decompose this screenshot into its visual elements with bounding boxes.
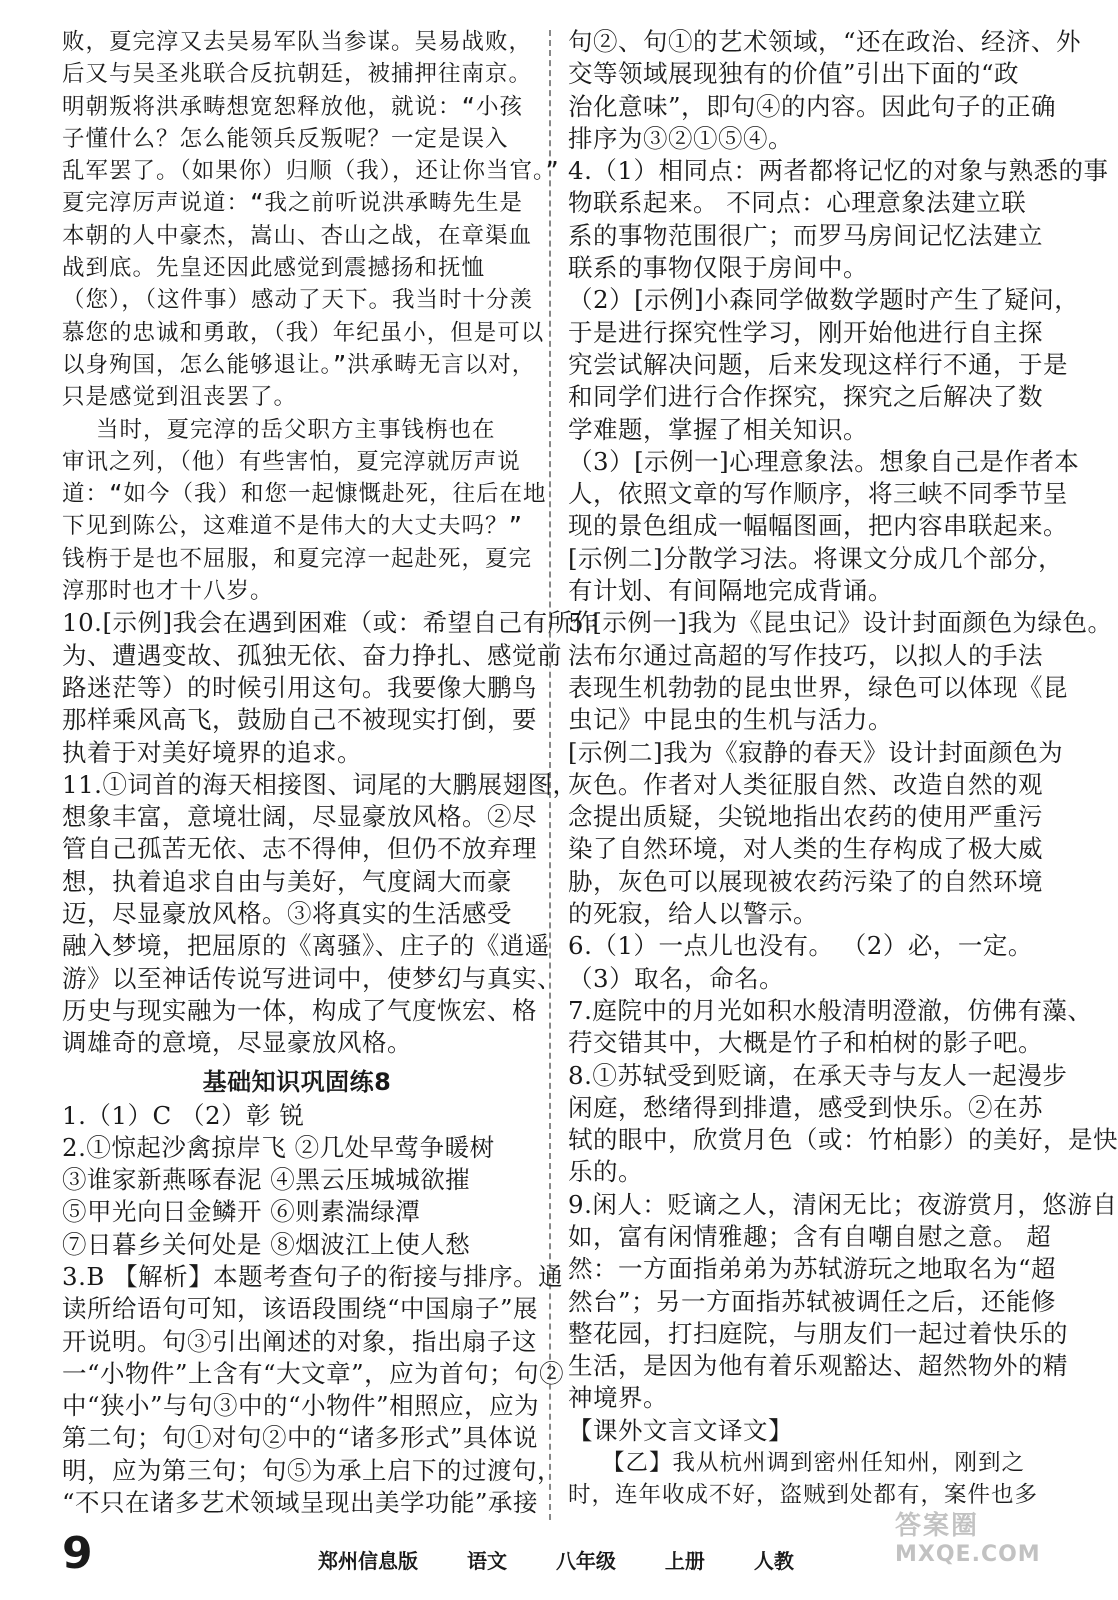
text-line: 审讯之列，（他）有些害怕，夏完淳就厉声说 (62, 448, 521, 475)
text-line: 7.庭院中的月光如积水般清明澄澈，仿佛有藻、 (568, 995, 1093, 1025)
watermark (895, 1505, 1055, 1590)
section-title: 基础知识巩固练8 (202, 1067, 392, 1096)
text-line: 慕您的忠诚和勇敢，（我）年纪虽小，但是可以 (62, 319, 545, 346)
translation-passage-2 (62, 414, 547, 608)
text-line: 5.[示例一]我为《昆虫记》设计封面颜色为绿色。 (568, 608, 1113, 638)
text-line: 如，富有闲情雅趣；含有自嘲自慰之意。 超 (568, 1221, 1052, 1251)
text-line: 11.①词首的海天相接图、词尾的大鹏展翅图， (62, 769, 578, 799)
text-line: 整花园，打扫庭院，与朋友们一起过着快乐的 (568, 1318, 1068, 1348)
text-line: （3）取名，命名。 (568, 963, 785, 993)
text-line: 道：“如今（我）和您一起慷慨赴死，往后在地 (62, 481, 547, 508)
text-line: 【乙】我从杭州调到密州任知州，刚到之 (602, 1450, 1026, 1477)
text-line: 有计划、有间隔地完成背诵。 (568, 576, 893, 606)
footer-grade: 八年级 (555, 1549, 616, 1573)
text-line: 游》以至神话传说写进词中，使梦幻与真实、 (62, 963, 562, 993)
text-line: 后又与吴圣兆联合反抗朝廷，被捕押往南京。 (62, 61, 533, 88)
left-column (62, 26, 598, 1519)
text-line: 执着于对美好境界的追求。 (62, 737, 362, 767)
text-line: 子懂什么？怎么能领兵反叛呢？一定是误入 (62, 125, 509, 152)
text-line: 历史与现实融为一体，构成了气度恢宏、格 (62, 995, 537, 1025)
text-line: ③谁家新燕啄春泥 ④黑云压城城欲摧 (62, 1165, 471, 1195)
text-line: 一“小物件”上含有“大文章”，应为首句；句② (62, 1358, 565, 1388)
text-line: [示例二]我为《寂静的春天》设计封面颜色为 (568, 737, 1064, 767)
text-line: [示例二]分散学习法。将课文分成几个部分， (568, 543, 1064, 573)
text-line: 9.闲人：贬谪之人，清闲无比；夜游赏月，悠游自 (568, 1189, 1118, 1219)
text-line: （2）[示例]小森同学做数学题时产生了疑问， (568, 285, 1080, 315)
answer-10 (62, 607, 598, 768)
text-line: ⑦日暮乡关何处是 ⑧烟波江上使人愁 (62, 1229, 471, 1259)
text-line: 然台”；另一方面指苏轼被调任之后，还能修 (568, 1286, 1057, 1316)
footer-volume: 上册 (664, 1549, 705, 1573)
text-line: 治化意味”，即句④的内容。因此句子的正确 (568, 91, 1057, 121)
text-line: 战到底。先皇还因此感觉到震撼扬和抚恤 (62, 255, 486, 282)
text-line: “不只在诸多艺术领域呈现出美学功能”承接 (62, 1488, 539, 1518)
text-line: 迈，尽显豪放风格。③将真实的生活感受 (62, 899, 512, 929)
text-line: 念提出质疑，尖锐地指出农药的使用严重污 (568, 802, 1043, 832)
text-line: 中“狭小”与句③中的“小物件”相照应，应为 (62, 1391, 540, 1421)
text-line: 胁，灰色可以展现被农药污染了的自然环境 (568, 866, 1043, 896)
text-line: 荇交错其中，大概是竹子和柏树的影子吧。 (568, 1028, 1043, 1058)
text-line: 的死寂，给人以警示。 (568, 899, 818, 929)
text-line: 轼的眼中，欣赏月色（或：竹柏影）的美好，是快 (568, 1125, 1118, 1155)
text-line: 和同学们进行合作探究，探究之后解决了数 (568, 382, 1043, 412)
text-line: 调雄奇的意境，尽显豪放风格。 (62, 1028, 412, 1058)
text-line: 明朝叛将洪承畴想宽恕释放他，就说：“小孩 (62, 93, 524, 120)
text-line: 究尝试解决问题，后来发现这样行不通，于是 (568, 349, 1068, 379)
text-line: 然：一方面指弟弟为苏轼游玩之地取名为“超 (568, 1254, 1057, 1284)
footer-edition: 郑州信息版 (318, 1549, 418, 1573)
text-line: 想，执着追求自由与美好，气度阔大而豪 (62, 866, 512, 896)
text-line: 【课外文言文译文】 (568, 1415, 793, 1445)
text-line: 句②、句①的艺术领域，“还在政治、经济、外 (568, 27, 1082, 56)
basics-answers (62, 1100, 565, 1520)
text-line: 交等领域展现独有的价值”引出下面的“政 (568, 59, 1020, 89)
text-line: 本朝的人中豪杰，嵩山、杏山之战，在章渠血 (62, 222, 533, 249)
text-line: 乱军罢了。（如果你）归顺（我），还让你当官。” (62, 158, 560, 185)
text-line: 乐的。 (568, 1157, 643, 1187)
watermark-url: MXQE.COM (895, 1542, 1041, 1567)
right-column (568, 26, 1118, 1512)
text-line: 灰色。作者对人类征服自然、改造自然的观 (568, 769, 1043, 799)
watermark-logo: 答案圈 (895, 1511, 980, 1541)
text-line: 2.①惊起沙禽掠岸飞 ②几处早莺争暖树 (62, 1132, 495, 1162)
translation-passage-1 (62, 26, 560, 414)
text-line: 3.B 【解析】本题考查句子的衔接与排序。通 (62, 1261, 564, 1291)
text-line: 路迷茫等）的时候引用这句。我要像大鹏鸟 (62, 672, 537, 702)
extracurricular-translation (568, 1447, 1040, 1512)
text-line: 败，夏完淳又去吴易军队当参谋。吴易战败， (62, 29, 533, 55)
text-line: 1.（1）C （2）彰 锐 (62, 1100, 305, 1130)
text-line: 表现生机勃勃的昆虫世界，绿色可以体现《昆 (568, 672, 1068, 702)
text-line: 想象丰富，意境壮阔，尽显豪放风格。②尽 (62, 802, 537, 832)
text-line: 明，应为第三句；句⑤为承上启下的过渡句， (62, 1455, 562, 1485)
text-line: 系的事物范围很广；而罗马房间记忆法建立 (568, 220, 1043, 250)
page-number: 9 (62, 1528, 93, 1579)
answer-11 (62, 769, 578, 1060)
text-line: 染了自然环境，对人类的生存构成了极大威 (568, 834, 1043, 864)
text-line: 融入梦境，把屈原的《离骚》、庄子的《逍遥 (62, 931, 550, 961)
text-line: 时，连年收成不好，盗贼到处都有，案件也多 (568, 1482, 1039, 1509)
text-line: 开说明。句③引出阐述的对象，指出扇子这 (62, 1326, 537, 1356)
footer-subject: 语文 (466, 1549, 507, 1573)
text-line: 联系的事物仅限于房间中。 (568, 253, 868, 283)
footer-publisher: 人教 (753, 1549, 794, 1573)
text-line: 以身殉国，怎么能够退让。”洪承畴无言以对， (62, 351, 536, 378)
text-line: 那样乘风高飞，鼓励自己不被现实打倒，要 (62, 705, 537, 735)
text-line: 淳那时也才十八岁。 (62, 578, 274, 605)
text-line: 神境界。 (568, 1383, 668, 1413)
text-line: 10.[示例]我会在遇到困难（或：希望自己有所作 (62, 608, 598, 638)
text-line: 4.（1）相同点：两者都将记忆的对象与熟悉的事 (568, 156, 1109, 186)
text-line: 第二句；句①对句②中的“诸多形式”具体说 (62, 1423, 539, 1453)
text-line: 闲庭，愁绪得到排遣，感受到快乐。②在苏 (568, 1092, 1043, 1122)
text-line: 管自己孤苦无依、志不得伸，但仍不放弃理 (62, 834, 537, 864)
text-line: 8.①苏轼受到贬谪，在承天寺与友人一起漫步 (568, 1060, 1068, 1090)
text-line: 夏完淳厉声说道：“我之前听说洪承畴先生是 (62, 190, 524, 217)
text-line: 只是感觉到沮丧罢了。 (62, 384, 298, 411)
text-line: 6.（1）一点儿也没有。 （2）必，一定。 (568, 931, 1033, 961)
text-line: 生活，是因为他有着乐观豁达、超然物外的精 (568, 1351, 1068, 1381)
text-line: （3）[示例一]心理意象法。想象自己是作者本 (568, 446, 1080, 476)
text-line: 虫记》中昆虫的生机与活力。 (568, 705, 893, 735)
text-line: 人，依照文章的写作顺序，将三峡不同季节呈 (568, 479, 1068, 509)
text-line: 物联系起来。 不同点：心理意象法建立联 (568, 188, 1027, 218)
text-line: 学难题，掌握了相关知识。 (568, 414, 868, 444)
text-line: 为、遭遇变故、孤独无依、奋力挣扎、感觉前 (62, 640, 562, 670)
text-line: 读所给语句可知，该语段围绕“中国扇子”展 (62, 1294, 539, 1324)
text-line: 钱栴于是也不屈服，和夏完淳一起赴死，夏完 (62, 545, 533, 572)
text-line: 现的景色组成一幅幅图画，把内容串联起来。 (568, 511, 1068, 541)
right-answers (568, 26, 1118, 1447)
text-line: 法布尔通过高超的写作技巧，以拟人的手法 (568, 640, 1043, 670)
text-line: 下见到陈公，这难道不是伟大的大丈夫吗？” (62, 513, 524, 540)
text-line: （您），（这件事）感动了天下。我当时十分羡 (62, 287, 534, 314)
text-line: 于是进行探究性学习，刚开始他进行自主探 (568, 317, 1043, 347)
text-line: ⑤甲光向日金鳞开 ⑥则素湍绿潭 (62, 1197, 421, 1227)
text-line: 当时，夏完淳的岳父职方主事钱栴也在 (96, 416, 496, 443)
footer (318, 1545, 818, 1574)
text-line: 排序为③②①⑤④。 (568, 123, 793, 153)
